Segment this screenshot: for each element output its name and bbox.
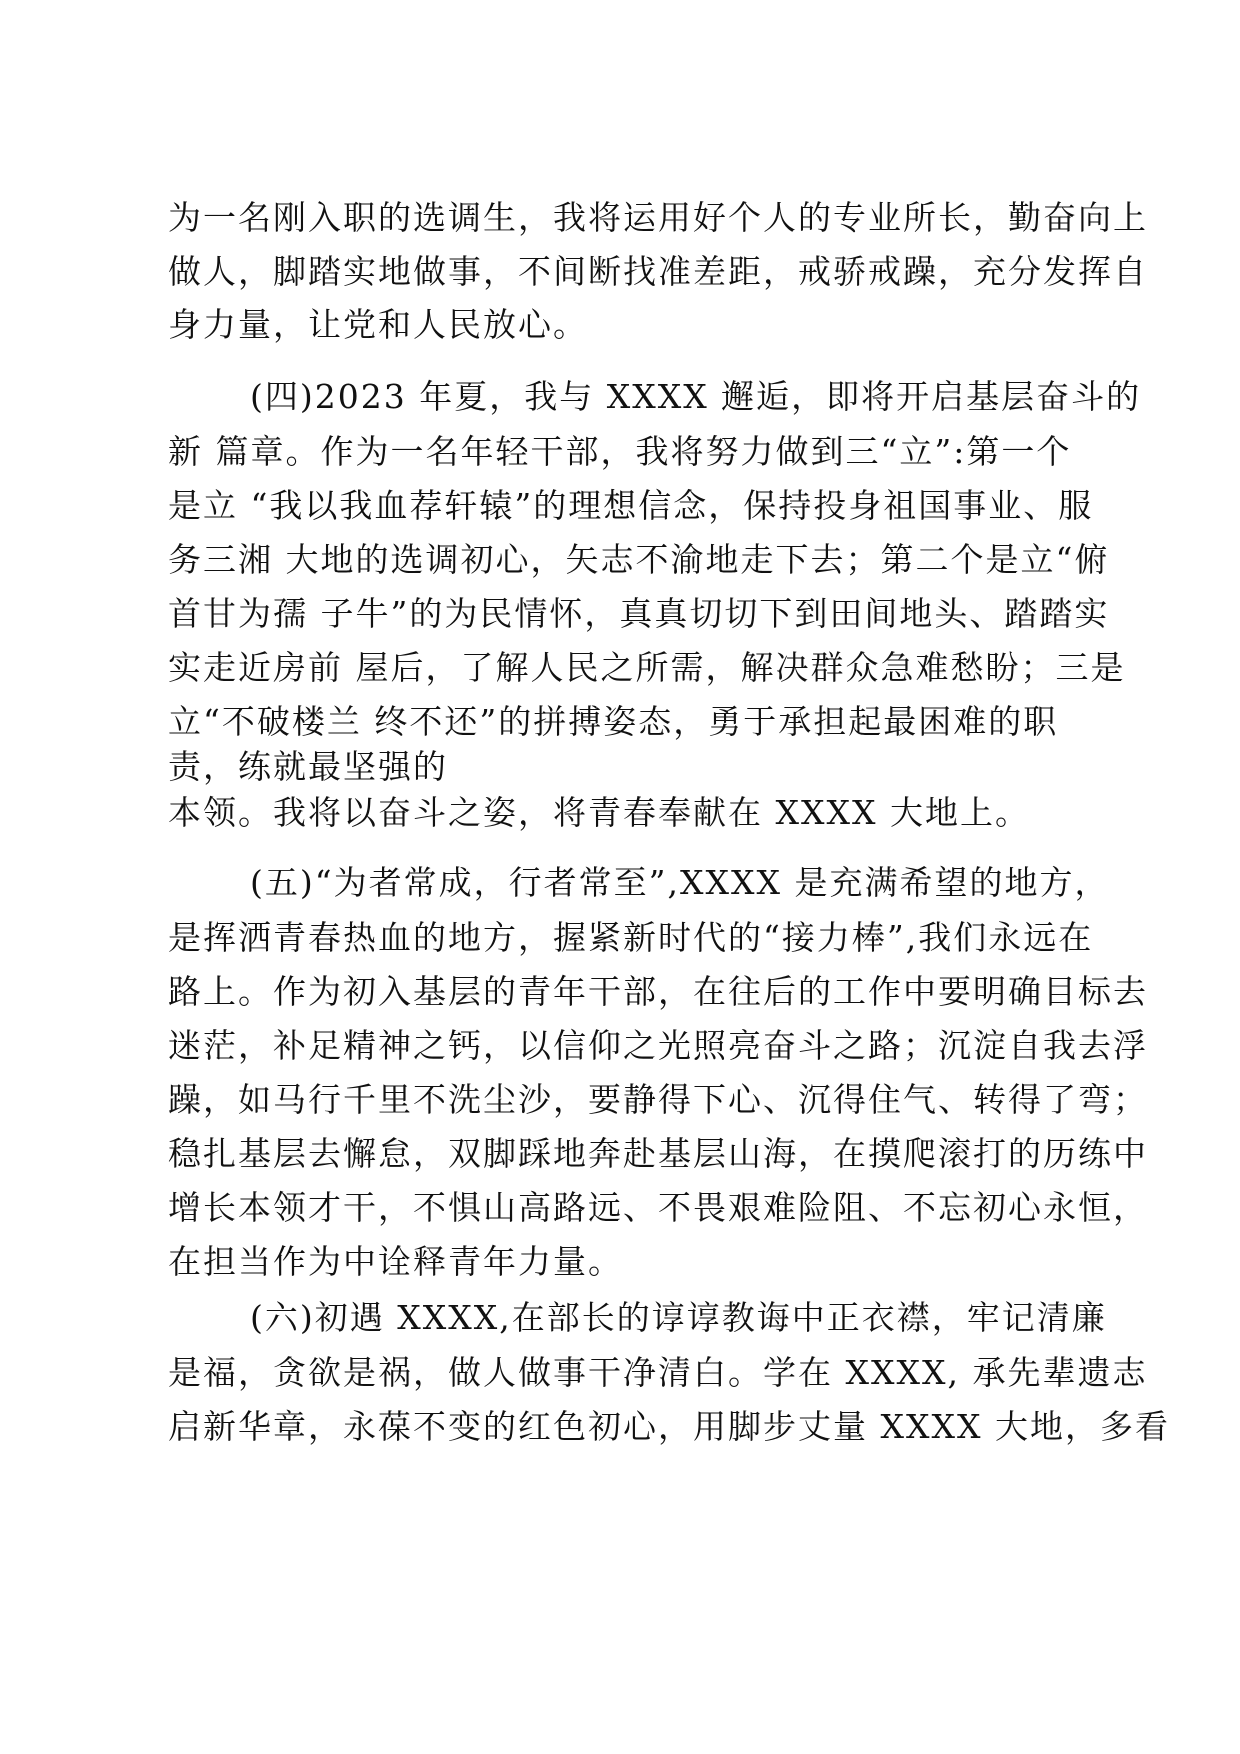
paragraph-start-line: (五)“为者常成，行者常至”,XXXX 是充满希望的地方， xyxy=(250,863,1110,902)
text-line: 路上。作为初入基层的青年干部，在往后的工作中要明确目标去 xyxy=(168,972,1148,1011)
text-line: 是挥洒青春热血的地方，握紧新时代的“接力棒”,我们永远在 xyxy=(168,918,1094,957)
text-line: 实走近房前 屋后，了解人民之所需，解决群众急难愁盼；三是 xyxy=(168,648,1126,687)
text-line: 责，练就最坚强的 xyxy=(168,747,448,786)
paragraph-start-line: (四)2023 年夏，我与 XXXX 邂逅，即将开启基层奋斗的 xyxy=(250,377,1142,416)
text-line: 为一名刚入职的选调生，我将运用好个人的专业所长，勤奋向上 xyxy=(168,198,1148,237)
text-line: 务三湘 大地的选调初心，矢志不渝地走下去；第二个是立“俯 xyxy=(168,540,1110,579)
text-line: 增长本领才干，不惧山高路远、不畏艰难险阻、不忘初心永恒， xyxy=(168,1188,1148,1227)
text-line: 立“不破楼兰 终不还”的拼搏姿态，勇于承担起最困难的职 xyxy=(168,702,1059,741)
text-line: 是立 “我以我血荐轩辕”的理想信念，保持投身祖国事业、服 xyxy=(168,486,1094,525)
text-line: 首甘为孺 子牛”的为民情怀，真真切切下到田间地头、踏踏实 xyxy=(168,594,1110,633)
text-line: 做人，脚踏实地做事，不间断找准差距，戒骄戒躁，充分发挥自 xyxy=(168,252,1148,291)
text-line: 身力量，让党和人民放心。 xyxy=(168,305,588,344)
paragraph-start-line: (六)初遇 XXXX,在部长的谆谆教诲中正衣襟，牢记清廉 xyxy=(250,1298,1107,1337)
text-line: 是福，贪欲是祸，做人做事干净清白。学在 XXXX, 承先辈遗志 xyxy=(168,1353,1148,1392)
text-line: 本领。我将以奋斗之姿，将青春奉献在 XXXX 大地上。 xyxy=(168,793,1030,832)
text-line: 稳扎基层去懈怠，双脚踩地奔赴基层山海，在摸爬滚打的历练中 xyxy=(168,1134,1148,1173)
text-line: 躁，如马行千里不洗尘沙，要静得下心、沉得住气、转得了弯； xyxy=(168,1080,1148,1119)
text-line: 启新华章，永葆不变的红色初心，用脚步丈量 XXXX 大地，多看 xyxy=(168,1407,1170,1446)
text-line: 在担当作为中诠释青年力量。 xyxy=(168,1242,623,1281)
text-line: 迷茫，补足精神之钙，以信仰之光照亮奋斗之路；沉淀自我去浮 xyxy=(168,1026,1148,1065)
text-line: 新 篇章。作为一名年轻干部，我将努力做到三“立”:第一个 xyxy=(168,432,1072,471)
